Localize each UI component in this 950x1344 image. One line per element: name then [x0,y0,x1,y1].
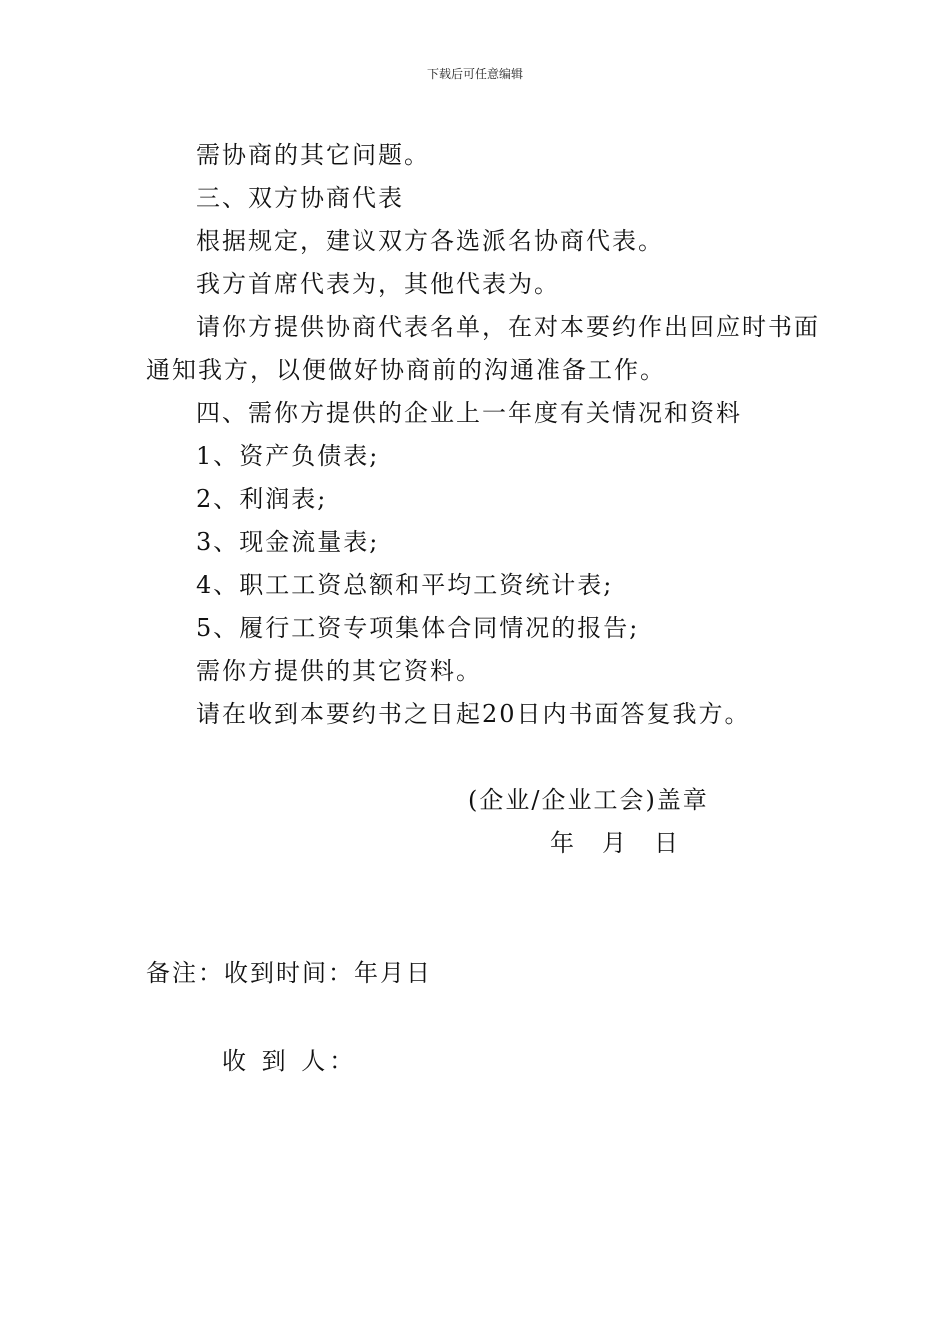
page-header-note: 下载后可任意编辑 [426,67,523,81]
list-item-wage-statistics: 4、职工工资总额和平均工资统计表; [196,571,614,599]
paragraph-provide-list: 请你方提供协商代表名单，在对本要约作出回应时书面 [196,313,820,341]
signature-date [550,828,680,858]
list-item-balance-sheet: 1、资产负债表; [196,442,380,470]
paragraph-other-materials: 需你方提供的其它资料。 [196,657,482,685]
date-month: 月 [602,829,628,857]
paragraph-other-issues: 需协商的其它问题。 [196,141,430,169]
list-item-contract-report: 5、履行工资专项集体合同情况的报告; [196,614,640,642]
section-heading-representatives: 三、双方协商代表 [196,184,404,212]
remark-received-time: 备注：收到时间：年月日 [146,959,432,987]
paragraph-reply-deadline: 请在收到本要约书之日起20日内书面答复我方。 [196,700,751,728]
date-year: 年 [550,829,576,857]
paragraph-chief-representative: 我方首席代表为，其他代表为。 [196,270,560,298]
list-item-income-statement: 2、利润表; [196,485,328,513]
remark-receiver: 收 到 人： [222,1047,358,1075]
list-item-cash-flow: 3、现金流量表; [196,528,380,556]
seal-line: (企业/企业工会)盖章 [468,786,709,814]
section-heading-materials: 四、需你方提供的企业上一年度有关情况和资料 [196,399,742,427]
date-day: 日 [654,829,680,857]
paragraph-representative-count: 根据规定，建议双方各选派名协商代表。 [196,227,664,255]
paragraph-provide-list-continued: 通知我方，以便做好协商前的沟通准备工作。 [146,356,666,384]
